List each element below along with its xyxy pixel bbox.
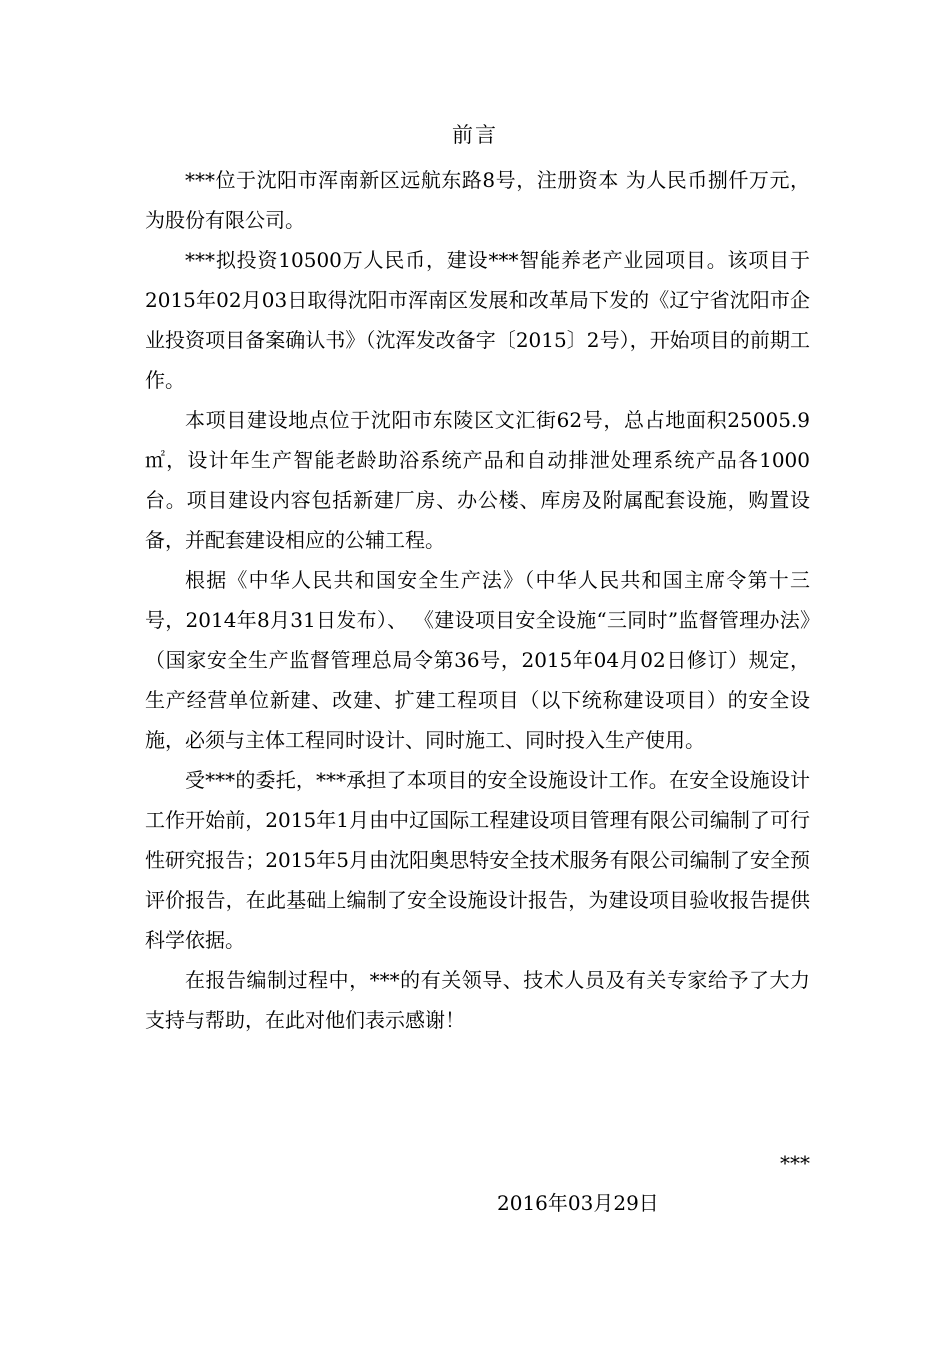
document-date: 2016年03月29日 [497, 1191, 659, 1215]
paragraph-company-intro: ***位于沈阳市浑南新区远航东路8号，注册资本 为人民币捌仟万元，为股份有限公司。 [145, 168, 810, 232]
paragraph-project-location: 本项目建设地点位于沈阳市东陵区文汇街62号，总占地面积25005.9㎡，设计年生产智能老龄助浴系统产品和自动排泄处理系统产品各1000台。项目建设内容包括新建厂房、办公楼、库房及附属配套设施，购置设备，并配套建设相应的公辅工程。 [145, 408, 810, 552]
paragraph-investment: ***拟投资10500万人民币，建设***智能养老产业园项目。该项目于2015年02月03日取得沈阳市浑南区发展和改革局下发的《辽宁省沈阳市企业投资项目备案确认书》（沈浑发改备字〔2015〕2号），开始项目的前期工作。 [145, 248, 810, 392]
signature: *** [780, 1151, 810, 1175]
paragraph-legal-basis: 根据《中华人民共和国安全生产法》（中华人民共和国主席令第十三号，2014年8月31日发布）、 《建设项目安全设施“三同时”监督管理办法》（国家安全生产监督管理总局令第36号，2015年04月02日修订）规定，生产经营单位新建、改建、扩建工程项目（以下统称建设项目）的安全设施，必须与主体工程同时设计、同时施工、同时投入生产使用。 [145, 568, 810, 752]
paragraph-commission: 受***的委托，***承担了本项目的安全设施设计工作。在安全设施设计工作开始前，2015年1月由中辽国际工程建设项目管理有限公司编制了可行性研究报告；2015年5月由沈阳奥思特安全技术服务有限公司编制了安全预评价报告，在此基础上编制了安全设施设计报告，为建设项目验收报告提供科学依据。 [145, 768, 810, 952]
document-title: 前言 [452, 123, 498, 147]
document-body [145, 160, 810, 1040]
paragraph-acknowledgement: 在报告编制过程中，***的有关领导、技术人员及有关专家给予了大力支持与帮助，在此对他们表示感谢！ [145, 968, 810, 1032]
